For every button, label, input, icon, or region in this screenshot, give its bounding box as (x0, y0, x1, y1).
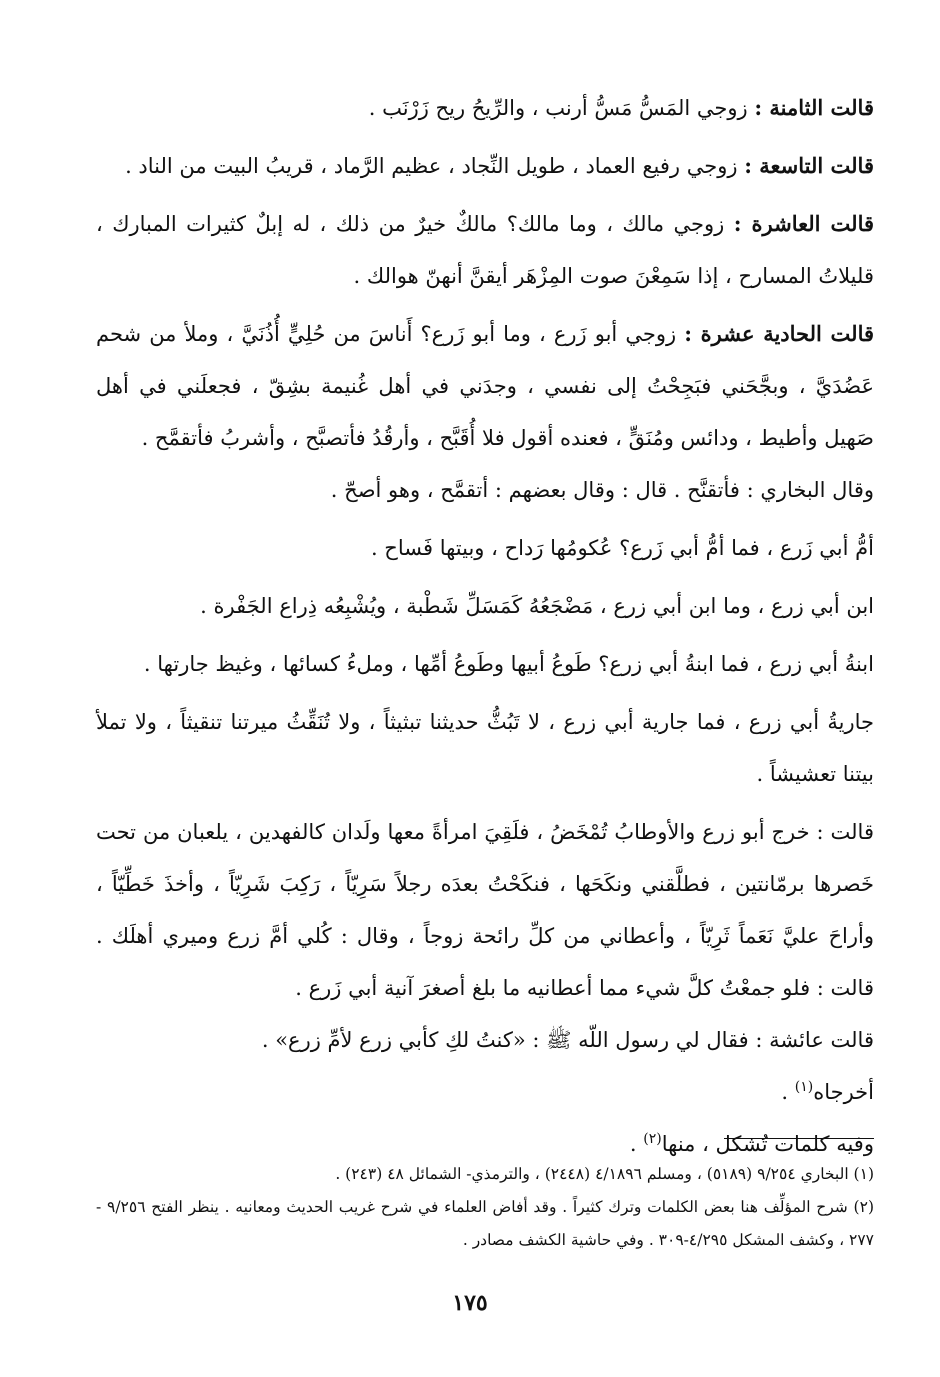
footnote: (٢) شرح المؤلِّف هنا بعض الكلمات وترك كثيراً . وقد أفاض العلماء في شرح غريب الحديث ومعانيه . ينظر الفتح ٩/٢٥٦ - ٢٧٧ ، وكشف المشكل ٤/٢٩٥-٣٠٩ . وفي حاشية الكشف مصادر . (96, 1198, 874, 1249)
paragraph-text: قالت : خرج أبو زرع والأوطابُ تُمْخَضُ ، فلَقِيَ امرأةً معها ولَدان كالفهدين ، يلعبان من تحت خَصرها برمّانتين ، فطلَّقني ونكَحَها ، فنكَحْتُ بعدَه رجلاً سَرِيّاً ، رَكِبَ شَرِيّاً ، وأخذَ خَطِّيّاً ، وأراحَ عليَّ نَعَماً ثَرِيّاً ، وأعطاني من كلِّ رائحة زوجاً ، وقال : كُلي أمَّ زرع وميري أهلَك . قالت : فلو جمعْتُ كلَّ شيء مما أعطانيه ما بلغ أصغرَ آنية أبي زَرع . (96, 820, 874, 1000)
footnote: (١) البخاري ٩/٢٥٤ (٥١٨٩) ، ومسلم ٤/١٨٩٦ (٢٤٤٨) ، والترمذي- الشمائل ٤٨ (٢٤٣) . (335, 1165, 874, 1183)
speaker-label: قالت الحادية عشرة : (684, 321, 875, 346)
paragraph-text: زوجي رفيع العماد ، طويل النِّجاد ، عظيم الرَّماد ، قريبُ البيت من الناد . (125, 154, 738, 178)
paragraph (96, 1066, 874, 1118)
paragraph-text: أمُّ أبي زَرع ، فما أمُّ أبي زَرع؟ عُكومُها رَداح ، وبيتها فَساح . (370, 536, 874, 560)
footnote-reference[interactable]: (٢) (643, 1131, 662, 1147)
paragraph-text: ابنةُ أبي زرع ، فما ابنةُ أبي زرع؟ طَوعُ أبيها وطَوعُ أمِّها ، وملءُ كسائها ، وغيظ جارتها . (143, 652, 874, 676)
paragraph-text: جاريةُ أبي زرع ، فما جارية أبي زرع ، لا تَبُثُّ حديثنا تبثيثاً ، ولا تُنَقِّثُ ميرتنا تنقيثاً ، ولا تملأ بيتنا تعشيشاً . (96, 710, 874, 786)
paragraph (96, 696, 874, 800)
paragraph-text: قالت عائشة : فقال لي رسول اللّه ﷺ : «كنتُ لكِ كأبي زرع لأمِّ زرع» . (261, 1028, 874, 1052)
paragraph-text: ابن أبي زرع ، وما ابن أبي زرع ، مَضْجَعُهُ كَمَسَلِّ شَطْبة ، ويُشْبِعُه ذِراع الجَفْرة . (200, 594, 874, 618)
speaker-label: قالت التاسعة : (744, 153, 874, 178)
paragraph-text: أخرجاه (813, 1080, 874, 1104)
footnote-separator (724, 1138, 874, 1139)
main-text (96, 82, 874, 1170)
paragraph (96, 522, 874, 574)
page-number: ١٧٥ (452, 1290, 488, 1316)
paragraph (96, 806, 874, 1014)
paragraph (96, 1014, 874, 1066)
paragraph (96, 464, 874, 516)
footnotes (96, 1158, 874, 1257)
speaker-label: قالت العاشرة : (733, 211, 875, 236)
paragraph (96, 198, 874, 302)
paragraph-text: . (781, 1080, 795, 1104)
speaker-label: قالت الثامنة : (754, 95, 874, 120)
paragraph (96, 140, 874, 192)
paragraph-text: وفيه كلمات تُشكل ، منها (661, 1132, 874, 1156)
paragraph (96, 82, 874, 134)
paragraph-text: وقال البخاري : فأتقنَّح . قال : وقال بعضهم : أتقمَّح ، وهو أصحّ . (330, 478, 874, 502)
paragraph-text: زوجي أبو زَرع ، وما أبو زَرع؟ أَناسَ من حُلِيٍّ أُذُنَيَّ ، وملأ من شحم عَضُدَيَّ ، وبجَّحَني فبَجِحْتُ إلى نفسي ، وجدَني في أهل غُنيمة بشِقّ ، فجعلَني في أهل صَهيل وأطيط ، ودائس ومُنَقٍّ ، فعنده أقول فلا أُقَبَّح ، وأرقُدُ فأتصبَّح ، وأشربُ فأتقمَّح . (96, 322, 874, 450)
paragraph (96, 580, 874, 632)
paragraph-text: . (629, 1132, 644, 1156)
paragraph-text: زوجي مالك ، وما مالك؟ مالكٌ خيرٌ من ذلك ، له إبلٌ كثيرات المبارك ، قليلاتُ المسارح ، إذا سَمِعْنَ صوت المِزْهَر أيقنَّ أنهنّ هوالك . (96, 212, 874, 288)
paragraph (96, 638, 874, 690)
paragraph (96, 308, 874, 464)
footnote-reference[interactable]: (١) (794, 1079, 814, 1095)
paragraph-text: زوجي المَسُّ مَسُّ أرنب ، والرِّيحُ ريح زَرْنَب . (368, 96, 748, 120)
